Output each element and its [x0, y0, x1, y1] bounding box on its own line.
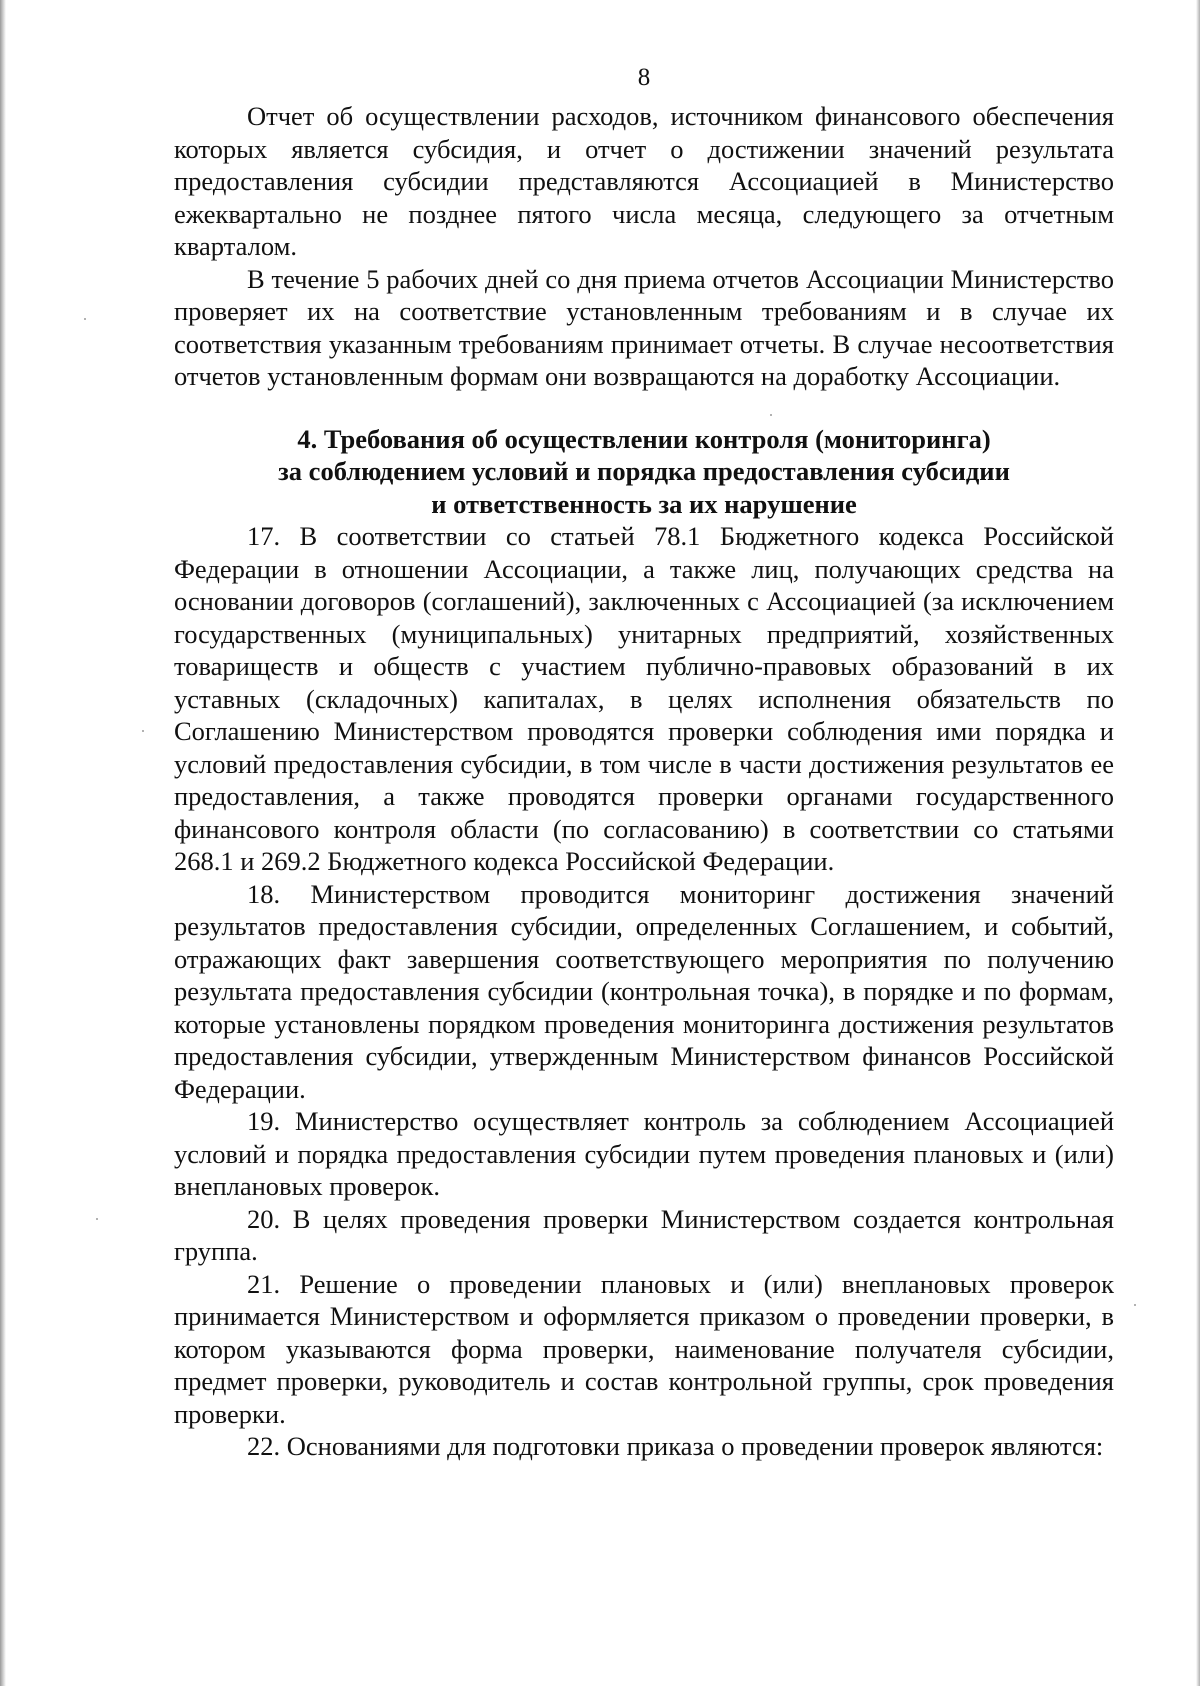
scan-speck: [84, 318, 86, 320]
page-number: 8: [637, 64, 651, 91]
scan-speck: [1134, 1304, 1136, 1306]
paragraph-item-20: 20. В целях проведения проверки Министерством создается контрольная группа.: [174, 1203, 1114, 1266]
section-heading: [174, 423, 1114, 521]
paragraph-report-review: В течение 5 рабочих дней со дня приема отчетов Ассоциации Министерство проверяет их на соответствие установленным требованиям и в случае их соответствия указанным требованиям принимает отчеты. В случае несоответствия отчетов установленным формам они возвращаются на доработку Ассоциации.: [174, 263, 1114, 391]
section-heading-line: и ответственность за их нарушение: [431, 488, 857, 519]
paragraph-item-17: 17. В соответствии со статьей 78.1 Бюджетного кодекса Российской Федерации в отношении Ассоциации, а также лиц, получающих средства на основании договоров (соглашений), заключенных с Ассоциацией (за исключением государственных (муниципальных) унитарных предприятий, хозяйственных товариществ и обществ с участием публично-правовых образований в их уставных (складочных) капиталах, в целях исполнения обязательств по Соглашению Министерством проводятся проверки соблюдения ими порядка и условий предоставления субсидии, в том числе в части достижения результатов ее предоставления, а также проводятся проверки органами государственного финансового контроля области (по согласованию) в соответствии со статьями 268.1 и 269.2 Бюджетного кодекса Российской Федерации.: [174, 521, 1114, 876]
paragraph-item-21: 21. Решение о проведении плановых и (или) внеплановых проверок принимается Министерством и оформляется приказом о проведении проверки, в котором указываются форма проверки, наименование получателя субсидии, предмет проверки, руководитель и состав контрольной группы, срок проведения проверки.: [174, 1268, 1114, 1429]
paragraph-item-22: 22. Основаниями для подготовки приказа о проведении проверок являются:: [247, 1431, 1104, 1461]
scan-edge-right: [1196, 0, 1200, 1686]
scan-edge-left: [0, 0, 6, 1686]
section-heading-line: 4. Требования об осуществлении контроля (мониторинга): [297, 423, 991, 454]
section-heading-line: за соблюдением условий и порядка предоставления субсидии: [278, 456, 1010, 486]
scan-speck: [142, 730, 144, 732]
document-page: [174, 62, 1114, 1463]
paragraph-report-submission: Отчет об осуществлении расходов, источником финансового обеспечения которых является субсидия, и отчет о достижении значений результата предоставления субсидии представляются Ассоциацией в Министерство ежеквартально не позднее пятого числа месяца, следующего за отчетным кварталом.: [174, 101, 1114, 261]
paragraph-item-18: 18. Министерством проводится мониторинг достижения значений результатов предоставления субсидии, определенных Соглашением, и событий, отражающих факт завершения соответствующего мероприятия по получению результата предоставления субсидии (контрольная точка), в порядке и по формам, которые установлены порядком проведения мониторинга достижения результатов предоставления субсидии, утвержденным Министерством финансов Российской Федерации.: [174, 878, 1114, 1104]
paragraph-item-19: 19. Министерство осуществляет контроль за соблюдением Ассоциацией условий и порядка предоставления субсидии путем проведения плановых и (или) внеплановых проверок.: [174, 1106, 1114, 1201]
scan-speck: [96, 1218, 98, 1220]
